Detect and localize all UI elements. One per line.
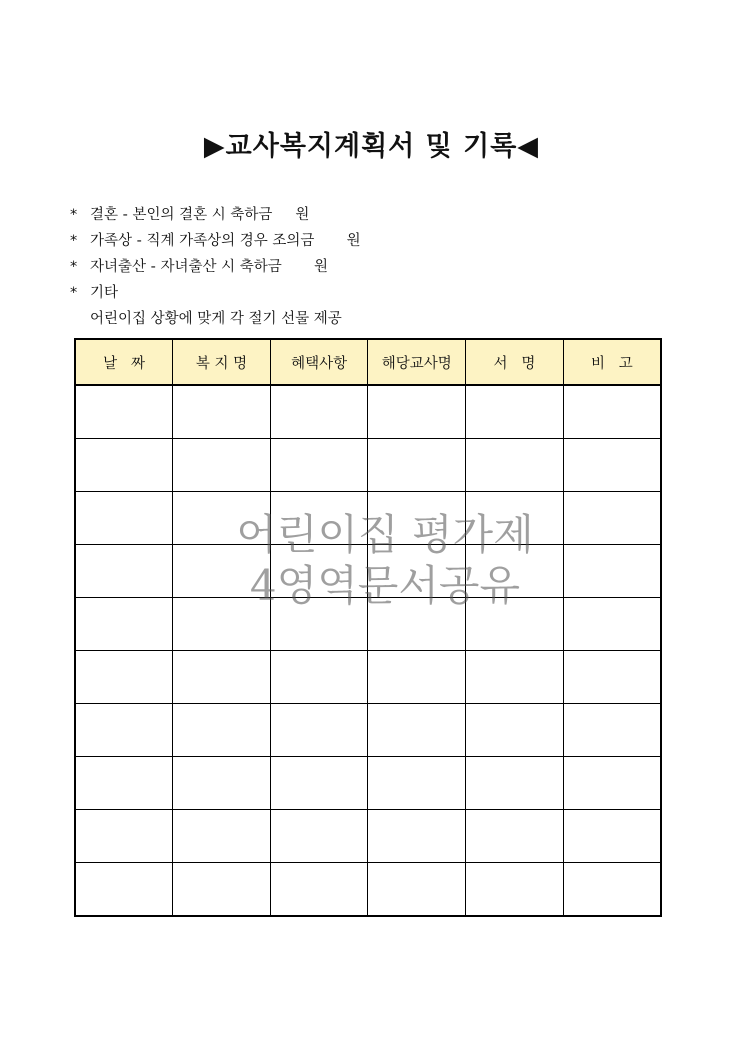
cell-teacher-name[interactable]: [368, 757, 466, 810]
header-signature: 서 명: [466, 339, 564, 385]
bullet-star: *: [70, 285, 78, 301]
cell-remarks[interactable]: [563, 545, 661, 598]
table-row: [75, 651, 661, 704]
cell-signature[interactable]: [466, 810, 564, 863]
cell-benefit[interactable]: [270, 545, 368, 598]
cell-benefit[interactable]: [270, 439, 368, 492]
cell-benefit[interactable]: [270, 704, 368, 757]
table-row: [75, 439, 661, 492]
bullet-star: *: [70, 207, 78, 223]
cell-welfare-name[interactable]: [173, 439, 271, 492]
rule-childbirth: [70, 254, 361, 280]
cell-signature[interactable]: [466, 863, 564, 917]
rule-other: [70, 280, 361, 306]
cell-date[interactable]: [75, 863, 173, 917]
cell-teacher-name[interactable]: [368, 598, 466, 651]
cell-remarks[interactable]: [563, 757, 661, 810]
cell-teacher-name[interactable]: [368, 492, 466, 545]
table-row: [75, 810, 661, 863]
cell-teacher-name[interactable]: [368, 651, 466, 704]
cell-date[interactable]: [75, 704, 173, 757]
cell-signature[interactable]: [466, 385, 564, 439]
header-welfare-name: 복 지 명: [173, 339, 271, 385]
cell-signature[interactable]: [466, 545, 564, 598]
rule-marriage: [70, 202, 361, 228]
cell-teacher-name[interactable]: [368, 704, 466, 757]
welfare-rules: [70, 202, 361, 332]
rule-text: 기타: [90, 285, 119, 301]
cell-signature[interactable]: [466, 492, 564, 545]
cell-benefit[interactable]: [270, 757, 368, 810]
cell-date[interactable]: [75, 598, 173, 651]
cell-signature[interactable]: [466, 598, 564, 651]
cell-date[interactable]: [75, 651, 173, 704]
cell-remarks[interactable]: [563, 810, 661, 863]
table-row: [75, 704, 661, 757]
table-body: [75, 385, 661, 916]
cell-signature[interactable]: [466, 757, 564, 810]
cell-teacher-name[interactable]: [368, 545, 466, 598]
cell-welfare-name[interactable]: [173, 757, 271, 810]
table-header-row: [75, 339, 661, 385]
cell-remarks[interactable]: [563, 439, 661, 492]
watermark-line-1: 어린이집 평가제: [236, 510, 534, 559]
cell-welfare-name[interactable]: [173, 810, 271, 863]
header-remarks: 비 고: [563, 339, 661, 385]
table-row: [75, 757, 661, 810]
cell-remarks[interactable]: [563, 492, 661, 545]
cell-welfare-name[interactable]: [173, 651, 271, 704]
cell-signature[interactable]: [466, 439, 564, 492]
cell-welfare-name[interactable]: [173, 545, 271, 598]
table-row: [75, 863, 661, 917]
cell-welfare-name[interactable]: [173, 492, 271, 545]
cell-benefit[interactable]: [270, 810, 368, 863]
table-row: [75, 545, 661, 598]
cell-date[interactable]: [75, 385, 173, 439]
welfare-record-table: [74, 338, 662, 917]
cell-signature[interactable]: [466, 651, 564, 704]
cell-remarks[interactable]: [563, 651, 661, 704]
cell-welfare-name[interactable]: [173, 863, 271, 917]
table-row: [75, 385, 661, 439]
rule-text: 결혼 - 본인의 결혼 시 축하금 원: [90, 207, 310, 223]
cell-teacher-name[interactable]: [368, 385, 466, 439]
cell-welfare-name[interactable]: [173, 598, 271, 651]
rule-text: 자녀출산 - 자녀출산 시 축하금 원: [90, 259, 329, 275]
cell-date[interactable]: [75, 439, 173, 492]
watermark-line-2: 4영역문서공유: [249, 561, 521, 610]
cell-remarks[interactable]: [563, 863, 661, 917]
table-row: [75, 598, 661, 651]
cell-remarks[interactable]: [563, 704, 661, 757]
cell-welfare-name[interactable]: [173, 704, 271, 757]
bullet-star: *: [70, 259, 78, 275]
cell-benefit[interactable]: [270, 863, 368, 917]
cell-remarks[interactable]: [563, 385, 661, 439]
cell-signature[interactable]: [466, 704, 564, 757]
rule-note: 어린이집 상황에 맞게 각 절기 선물 제공: [90, 311, 342, 327]
cell-benefit[interactable]: [270, 385, 368, 439]
cell-date[interactable]: [75, 545, 173, 598]
bullet-star: *: [70, 233, 78, 249]
cell-date[interactable]: [75, 492, 173, 545]
cell-benefit[interactable]: [270, 492, 368, 545]
cell-date[interactable]: [75, 757, 173, 810]
cell-benefit[interactable]: [270, 598, 368, 651]
cell-teacher-name[interactable]: [368, 863, 466, 917]
cell-benefit[interactable]: [270, 651, 368, 704]
table-row: [75, 492, 661, 545]
cell-remarks[interactable]: [563, 598, 661, 651]
header-teacher-name: 해당교사명: [368, 339, 466, 385]
rule-funeral: [70, 228, 361, 254]
page-title: ▶교사복지계획서 및 기록◀: [203, 131, 540, 162]
header-benefit: 혜택사항: [270, 339, 368, 385]
rule-text: 가족상 - 직계 가족상의 경우 조의금 원: [90, 233, 361, 249]
cell-teacher-name[interactable]: [368, 810, 466, 863]
cell-date[interactable]: [75, 810, 173, 863]
cell-teacher-name[interactable]: [368, 439, 466, 492]
cell-welfare-name[interactable]: [173, 385, 271, 439]
header-date: 날 짜: [75, 339, 173, 385]
